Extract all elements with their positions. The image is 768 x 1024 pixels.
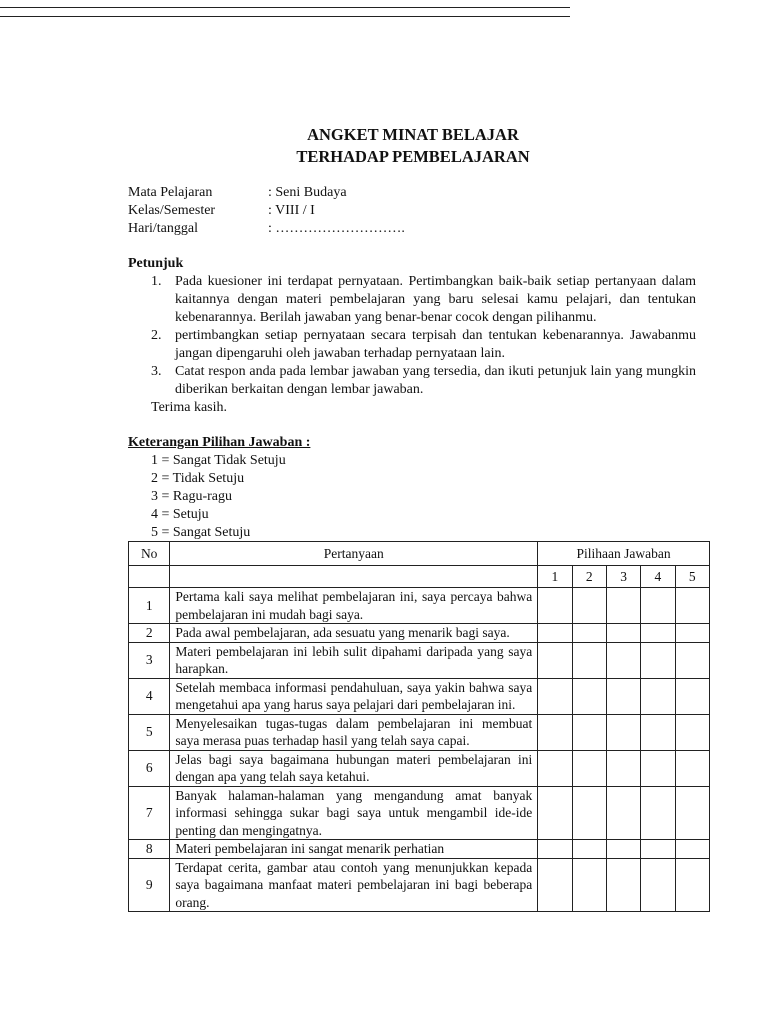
- list-item: [128, 327, 696, 363]
- answer-cell[interactable]: [538, 678, 572, 714]
- answer-cell[interactable]: [572, 858, 606, 912]
- answer-cell[interactable]: [641, 588, 675, 624]
- list-item: [128, 363, 696, 399]
- info-row-class: [128, 202, 405, 220]
- answer-cell[interactable]: [641, 714, 675, 750]
- legend-item: 1 = Sangat Tidak Setuju: [151, 453, 286, 468]
- instructions-list: [128, 273, 696, 399]
- option-header: 2: [572, 566, 606, 588]
- answer-cell[interactable]: [675, 714, 709, 750]
- instructions-heading: Petunjuk: [128, 256, 184, 271]
- answer-cell[interactable]: [606, 786, 640, 840]
- option-header: 4: [641, 566, 675, 588]
- title-line-1: ANGKET MINAT BELAJAR: [307, 125, 519, 144]
- option-header: 3: [606, 566, 640, 588]
- row-number: 5: [129, 714, 170, 750]
- info-label: Hari/tanggal: [128, 221, 198, 236]
- table-row: [129, 858, 710, 912]
- answer-cell[interactable]: [572, 588, 606, 624]
- closing-text: Terima kasih.: [151, 400, 227, 415]
- question-text: Terdapat cerita, gambar atau contoh yang menunjukkan kepada saya bagaimana manfaat materi pembelajaran ini bagi beberapa orang.: [170, 858, 538, 912]
- list-number: 2.: [151, 328, 162, 343]
- answer-cell[interactable]: [641, 858, 675, 912]
- header-choices: Pilihaan Jawaban: [538, 542, 710, 566]
- answer-cell[interactable]: [606, 840, 640, 859]
- table-row: [129, 588, 710, 624]
- answer-cell[interactable]: [538, 840, 572, 859]
- answer-cell[interactable]: [606, 750, 640, 786]
- row-number: 7: [129, 786, 170, 840]
- answer-cell[interactable]: [572, 750, 606, 786]
- top-rule-1: [0, 7, 570, 8]
- list-number: 3.: [151, 364, 162, 379]
- table-row: [129, 750, 710, 786]
- row-number: 2: [129, 624, 170, 643]
- info-label: Mata Pelajaran: [128, 185, 213, 200]
- instructions-section: [128, 255, 696, 417]
- row-number: 9: [129, 858, 170, 912]
- table-row: [129, 642, 710, 678]
- answer-cell[interactable]: [538, 714, 572, 750]
- table-row: [129, 786, 710, 840]
- legend-item: 4 = Setuju: [151, 507, 209, 522]
- page-title: [0, 124, 768, 168]
- row-number: 4: [129, 678, 170, 714]
- answer-cell[interactable]: [606, 714, 640, 750]
- question-text: Materi pembelajaran ini sangat menarik perhatian: [170, 840, 538, 859]
- answer-cell[interactable]: [675, 840, 709, 859]
- list-text: Pada kuesioner ini terdapat pernyataan. Pertimbangkan baik-baik setiap pertanyaan dalam kaitannya dengan materi pembelajaran yang baru selesai kamu pelajari, dan tentukan kebenarannya. Berilah jawaban yang benar-benar cocok dengan pilihanmu.: [175, 274, 696, 325]
- info-value: : ……………………….: [268, 221, 405, 236]
- empty-cell: [170, 566, 538, 588]
- answer-cell[interactable]: [538, 858, 572, 912]
- answer-cell[interactable]: [572, 624, 606, 643]
- option-header: 1: [538, 566, 572, 588]
- answer-cell[interactable]: [675, 858, 709, 912]
- question-text: Pertama kali saya melihat pembelajaran ini, saya percaya bahwa pembelajaran ini mudah bagi saya.: [170, 588, 538, 624]
- answer-cell[interactable]: [606, 588, 640, 624]
- answer-cell[interactable]: [641, 642, 675, 678]
- question-text: Banyak halaman-halaman yang mengandung amat banyak informasi sehingga sukar bagi saya untuk mengambil ide-ide penting dan mengingatnya.: [170, 786, 538, 840]
- answer-cell[interactable]: [641, 624, 675, 643]
- question-text: Jelas bagi saya bagaimana hubungan materi pembelajaran ini dengan apa yang telah saya ketahui.: [170, 750, 538, 786]
- answer-cell[interactable]: [572, 786, 606, 840]
- table-options-row: [129, 566, 710, 588]
- legend-item: 5 = Sangat Setuju: [151, 525, 251, 540]
- answer-cell[interactable]: [675, 642, 709, 678]
- answer-cell[interactable]: [606, 678, 640, 714]
- list-number: 1.: [151, 274, 162, 289]
- header-question: Pertanyaan: [170, 542, 538, 566]
- row-number: 8: [129, 840, 170, 859]
- answer-cell[interactable]: [538, 588, 572, 624]
- info-row-subject: [128, 184, 405, 202]
- answer-cell[interactable]: [641, 786, 675, 840]
- info-value: : Seni Budaya: [268, 185, 347, 200]
- title-line-2: TERHADAP PEMBELAJARAN: [296, 147, 530, 166]
- info-block: [128, 184, 405, 238]
- answer-cell[interactable]: [572, 714, 606, 750]
- answer-cell[interactable]: [572, 840, 606, 859]
- answer-cell[interactable]: [538, 750, 572, 786]
- row-number: 3: [129, 642, 170, 678]
- row-number: 6: [129, 750, 170, 786]
- table-header-row: [129, 542, 710, 566]
- answer-cell[interactable]: [572, 678, 606, 714]
- row-number: 1: [129, 588, 170, 624]
- list-text: Catat respon anda pada lembar jawaban yang tersedia, dan ikuti petunjuk lain yang mungkin diberikan berkaitan dengan lembar jawaban.: [175, 364, 696, 397]
- info-value: : VIII / I: [268, 203, 315, 218]
- table-row: [129, 624, 710, 643]
- top-rule-2: [0, 16, 570, 17]
- header-no: No: [129, 542, 170, 566]
- list-item: [128, 273, 696, 327]
- legend-heading: Keterangan Pilihan Jawaban :: [128, 435, 311, 450]
- empty-cell: [129, 566, 170, 588]
- question-text: Pada awal pembelajaran, ada sesuatu yang menarik bagi saya.: [170, 624, 538, 643]
- option-header: 5: [675, 566, 709, 588]
- question-text: Materi pembelajaran ini lebih sulit dipahami daripada yang saya harapkan.: [170, 642, 538, 678]
- questionnaire-table: [128, 541, 710, 912]
- answer-cell[interactable]: [538, 624, 572, 643]
- answer-cell[interactable]: [606, 624, 640, 643]
- legend-item: 3 = Ragu-ragu: [151, 489, 232, 504]
- answer-cell[interactable]: [675, 786, 709, 840]
- answer-cell[interactable]: [606, 858, 640, 912]
- table-row: [129, 840, 710, 859]
- question-text: Menyelesaikan tugas-tugas dalam pembelajaran ini membuat saya merasa puas terhadap hasil yang telah saya capai.: [170, 714, 538, 750]
- answer-cell[interactable]: [538, 786, 572, 840]
- answer-cell[interactable]: [675, 588, 709, 624]
- legend-section: [128, 434, 310, 542]
- answer-cell[interactable]: [641, 678, 675, 714]
- list-text: pertimbangkan setiap pernyataan secara terpisah dan tentukan kebenarannya. Jawabanmu jangan dipengaruhi oleh jawaban terhadap pernyataan lain.: [175, 328, 696, 361]
- table-row: [129, 678, 710, 714]
- table-row: [129, 714, 710, 750]
- info-row-date: [128, 220, 405, 238]
- answer-cell[interactable]: [572, 642, 606, 678]
- info-label: Kelas/Semester: [128, 203, 216, 218]
- answer-cell[interactable]: [641, 840, 675, 859]
- answer-cell[interactable]: [538, 642, 572, 678]
- question-text: Setelah membaca informasi pendahuluan, saya yakin bahwa saya mengetahui apa yang harus saya pelajari dari pembelajaran ini.: [170, 678, 538, 714]
- answer-cell[interactable]: [675, 678, 709, 714]
- answer-cell[interactable]: [675, 750, 709, 786]
- legend-item: 2 = Tidak Setuju: [151, 471, 245, 486]
- answer-cell[interactable]: [641, 750, 675, 786]
- answer-cell[interactable]: [675, 624, 709, 643]
- answer-cell[interactable]: [606, 642, 640, 678]
